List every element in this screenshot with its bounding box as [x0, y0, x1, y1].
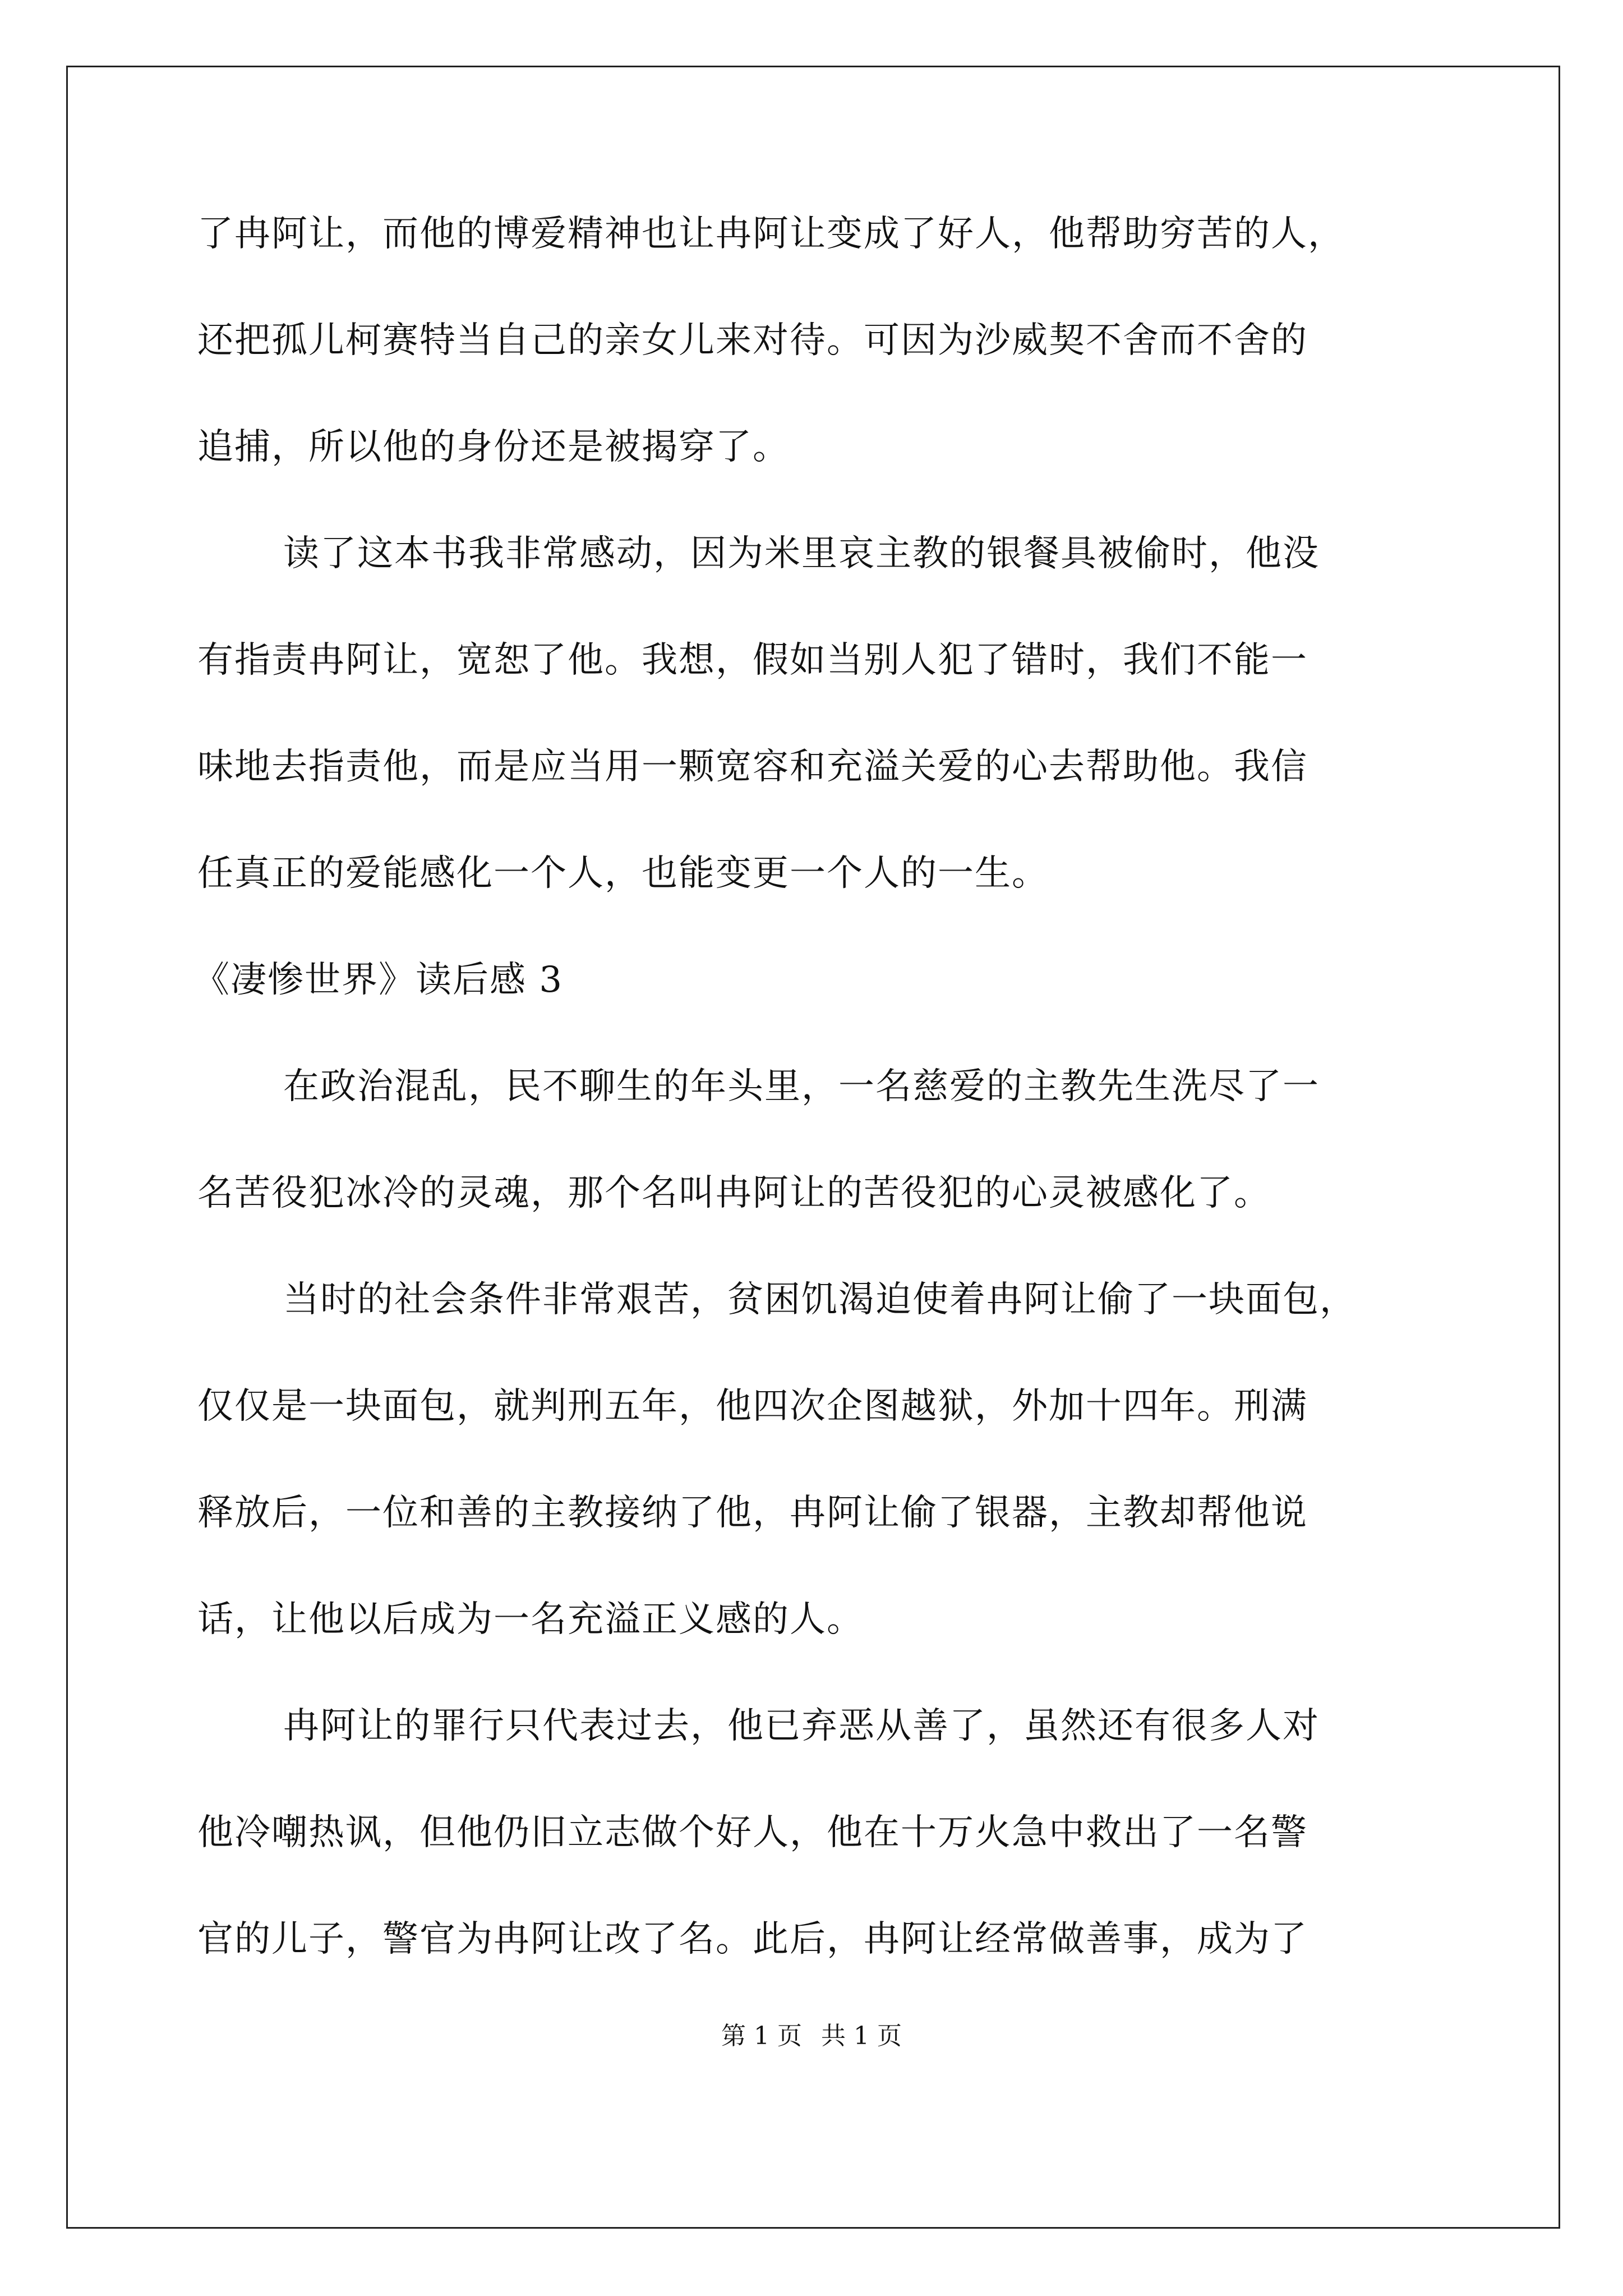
body-text-line: 仅仅是一块面包，就判刑五年，他四次企图越狱，外加十四年。刑满	[197, 1386, 1308, 1427]
body-text-line: 官的儿子，警官为冉阿让改了名。此后，冉阿让经常做善事，成为了	[197, 1918, 1308, 1960]
section-title: 《凄惨世界》读后感 3	[193, 959, 564, 1001]
body-text-line: 味地去指责他，而是应当用一颗宽容和充溢关爱的心去帮助他。我信	[197, 746, 1308, 788]
paragraph-start-line: 在政治混乱，民不聊生的年头里，一名慈爱的主教先生洗尽了一	[283, 1066, 1320, 1107]
paragraph-start-line: 冉阿让的罪行只代表过去，他已弃恶从善了，虽然还有很多人对	[283, 1705, 1320, 1747]
body-text-line: 还把孤儿柯赛特当自己的亲女儿来对待。可因为沙威契不舍而不舍的	[197, 320, 1308, 361]
paragraph-start-line: 当时的社会条件非常艰苦，贫困饥渴迫使着冉阿让偷了一块面包，	[283, 1279, 1357, 1320]
body-text-line: 释放后，一位和善的主教接纳了他，冉阿让偷了银器，主教却帮他说	[197, 1492, 1308, 1534]
body-text-line: 话，让他以后成为一名充溢正义感的人。	[197, 1599, 864, 1640]
page-border	[66, 66, 1560, 2229]
page-footer	[0, 2021, 1623, 2052]
page-number: 第 1 页	[721, 2022, 802, 2050]
body-text-line: 有指责冉阿让，宽恕了他。我想，假如当别人犯了错时，我们不能一	[197, 639, 1308, 681]
paragraph-start-line: 读了这本书我非常感动，因为米里哀主教的银餐具被偷时，他没	[283, 533, 1320, 574]
body-text-line: 任真正的爱能感化一个人，也能变更一个人的一生。	[197, 853, 1049, 894]
page-total: 共 1 页	[821, 2022, 902, 2050]
body-text-line: 名苦役犯冰冷的灵魂，那个名叫冉阿让的苦役犯的心灵被感化了。	[197, 1172, 1271, 1214]
body-text-line: 追捕，所以他的身份还是被揭穿了。	[197, 426, 790, 468]
body-text-line: 了冉阿让，而他的博爱精神也让冉阿让变成了好人，他帮助穷苦的人，	[197, 213, 1345, 255]
body-text-line: 他冷嘲热讽，但他仍旧立志做个好人，他在十万火急中救出了一名警	[197, 1812, 1308, 1853]
